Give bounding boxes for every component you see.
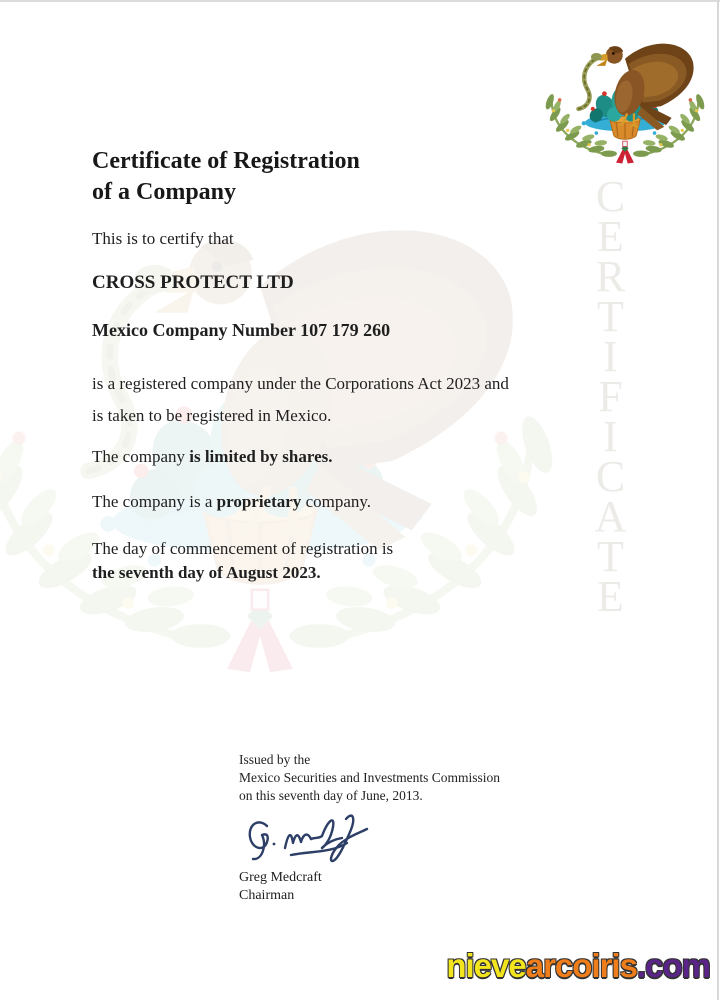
signatory-title: Chairman [239, 888, 295, 903]
limited-by-shares-line [92, 447, 333, 467]
commencement-line [92, 537, 393, 585]
registration-line-1: is a registered company under the Corporations Act 2023 and [92, 374, 509, 393]
signatory-name: Greg Medcraft [239, 870, 322, 885]
site-watermark [446, 947, 710, 985]
proprietary-bold: proprietary [216, 492, 302, 511]
certify-line: This is to certify that [92, 229, 234, 248]
issued-line-3: on this seventh day of June, 2013. [239, 788, 423, 803]
page-edge-top [0, 0, 720, 2]
title-line-1: Certificate of Registration [92, 148, 360, 174]
proprietary-line [92, 492, 371, 512]
signature-image [243, 810, 393, 868]
signatory-block [239, 869, 322, 905]
site-watermark-part2: arcoiris [525, 947, 637, 984]
issued-line-2: Mexico Securities and Investments Commission [239, 770, 500, 785]
limited-bold: is limited by shares. [189, 447, 333, 466]
certificate-title [92, 146, 360, 208]
commencement-line-1: The day of commencement of registration is [92, 539, 394, 558]
limited-prefix: The company [92, 447, 190, 466]
commencement-line-2: the seventh day of August 2023. [92, 563, 321, 582]
site-watermark-part1: nieve [446, 947, 526, 984]
mexico-coat-of-arms [532, 14, 718, 168]
issued-block [239, 751, 500, 805]
proprietary-prefix: The company is a [92, 492, 217, 511]
title-line-2: of a Company [92, 179, 237, 205]
company-name: CROSS PROTECT LTD [92, 272, 294, 293]
certificate-watermark: CERTIFICATE [586, 172, 635, 612]
registration-paragraph [92, 368, 592, 431]
proprietary-suffix: company. [301, 492, 372, 511]
issued-line-1: Issued by the [239, 752, 311, 767]
registration-line-2: is taken to be registered in Mexico. [92, 405, 332, 425]
site-watermark-part3: .com [636, 947, 710, 984]
company-number: Mexico Company Number 107 179 260 [92, 320, 391, 340]
